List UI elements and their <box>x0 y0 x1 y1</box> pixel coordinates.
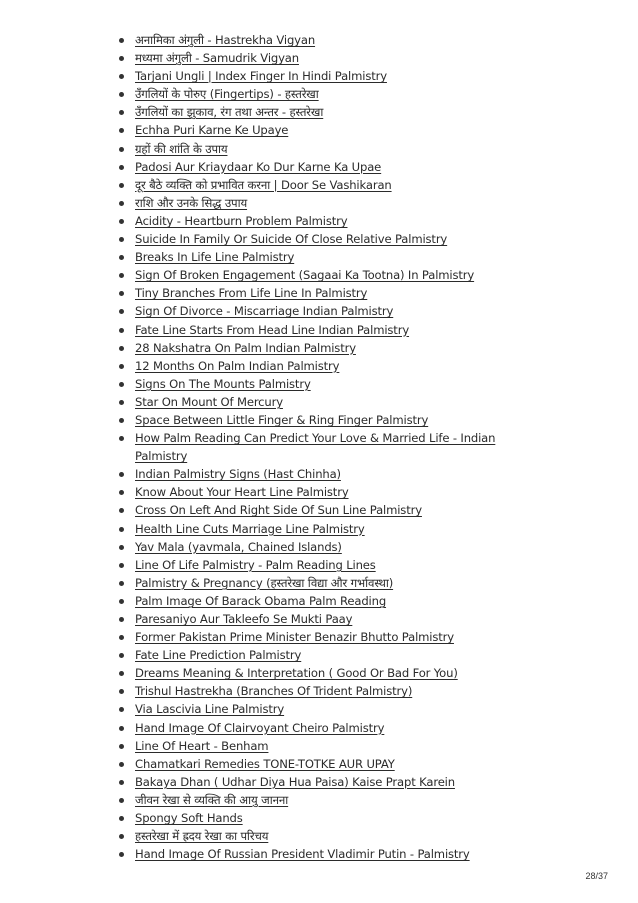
article-link[interactable]: Yav Mala (yavmala, Chained Islands) <box>135 539 342 554</box>
article-link[interactable]: Star On Mount Of Mercury <box>135 394 283 409</box>
list-item <box>116 121 516 139</box>
list-item <box>116 465 516 483</box>
article-link[interactable]: 12 Months On Palm Indian Palmistry <box>135 358 340 373</box>
article-link[interactable]: हस्तरेखा में ह्रदय रेखा का परिचय <box>135 829 269 844</box>
article-link[interactable]: Palm Image Of Barack Obama Palm Reading <box>135 593 387 608</box>
bullet-icon <box>119 291 124 296</box>
list-item <box>116 845 516 863</box>
article-link[interactable]: How Palm Reading Can Predict Your Love & Married Life - Indian Palmistry <box>135 431 496 464</box>
article-link[interactable]: Trishul Hastrekha (Branches Of Trident Palmistry) <box>135 684 413 699</box>
list-item <box>116 49 516 67</box>
list-item <box>116 357 516 375</box>
article-link[interactable]: Fate Line Prediction Palmistry <box>135 648 302 663</box>
bullet-icon <box>119 490 124 495</box>
article-link[interactable]: Hand Image Of Clairvoyant Cheiro Palmistry <box>135 720 385 735</box>
bullet-icon <box>119 581 124 586</box>
list-item <box>116 483 516 501</box>
bullet-icon <box>119 418 124 423</box>
list-item <box>116 501 516 519</box>
list-item <box>116 574 516 592</box>
bullet-icon <box>119 635 124 640</box>
list-item <box>116 85 516 103</box>
list-item <box>116 646 516 664</box>
list-item <box>116 212 516 230</box>
list-item <box>116 375 516 393</box>
bullet-icon <box>119 689 124 694</box>
article-link[interactable]: Palmistry & Pregnancy (हस्तरेखा विद्या और गर्भावस्था) <box>135 575 394 590</box>
bullet-icon <box>119 527 124 532</box>
list-item <box>116 230 516 248</box>
article-link[interactable]: Bakaya Dhan ( Udhar Diya Hua Paisa) Kaise Prapt Karein <box>135 774 455 789</box>
bullet-icon <box>119 599 124 604</box>
bullet-icon <box>119 38 124 43</box>
list-item <box>116 266 516 284</box>
article-link[interactable]: Acidity - Heartburn Problem Palmistry <box>135 213 348 228</box>
bullet-icon <box>119 472 124 477</box>
article-link[interactable]: राशि और उनके सिद्ध उपाय <box>135 195 248 210</box>
list-item <box>116 700 516 718</box>
list-item <box>116 773 516 791</box>
article-link[interactable]: Hand Image Of Russian President Vladimir Putin - Palmistry <box>135 847 470 862</box>
article-link[interactable]: Tarjani Ungli | Index Finger In Hindi Palmistry <box>135 69 387 84</box>
bullet-icon <box>119 128 124 133</box>
list-item <box>116 755 516 773</box>
bullet-icon <box>119 201 124 206</box>
bullet-icon <box>119 726 124 731</box>
list-item <box>116 719 516 737</box>
bullet-icon <box>119 328 124 333</box>
list-item <box>116 592 516 610</box>
bullet-icon <box>119 382 124 387</box>
bullet-icon <box>119 165 124 170</box>
bullet-icon <box>119 653 124 658</box>
bullet-icon <box>119 671 124 676</box>
bullet-icon <box>119 92 124 97</box>
bullet-icon <box>119 273 124 278</box>
bullet-icon <box>119 56 124 61</box>
article-link[interactable]: Signs On The Mounts Palmistry <box>135 376 311 391</box>
list-item <box>116 809 516 827</box>
bullet-icon <box>119 852 124 857</box>
list-item <box>116 827 516 845</box>
article-link[interactable]: Sign Of Divorce - Miscarriage Indian Palmistry <box>135 304 394 319</box>
bullet-icon <box>119 798 124 803</box>
list-item <box>116 176 516 194</box>
list-item <box>116 610 516 628</box>
article-link[interactable]: Spongy Soft Hands <box>135 811 243 826</box>
list-item <box>116 682 516 700</box>
article-link[interactable]: दूर बैठे व्यक्ति को प्रभावित करना | Door Se Vashikaran <box>135 177 392 192</box>
list-item <box>116 737 516 755</box>
bullet-icon <box>119 346 124 351</box>
bullet-icon <box>119 816 124 821</box>
bullet-icon <box>119 237 124 242</box>
bullet-icon <box>119 617 124 622</box>
article-link[interactable]: Line Of Heart - Benham <box>135 738 269 753</box>
article-link[interactable]: Echha Puri Karne Ke Upaye <box>135 123 289 138</box>
bullet-icon <box>119 436 124 441</box>
article-link[interactable]: 28 Nakshatra On Palm Indian Palmistry <box>135 340 356 355</box>
article-link[interactable]: Health Line Cuts Marriage Line Palmistry <box>135 521 365 536</box>
article-link[interactable]: Padosi Aur Kriaydaar Ko Dur Karne Ka Upae <box>135 159 382 174</box>
list-item <box>116 302 516 320</box>
list-item <box>116 628 516 646</box>
list-item <box>116 284 516 302</box>
article-link[interactable]: Sign Of Broken Engagement (Sagaai Ka Tootna) In Palmistry <box>135 268 475 283</box>
bullet-icon <box>119 255 124 260</box>
list-item <box>116 791 516 809</box>
article-link[interactable]: Know About Your Heart Line Palmistry <box>135 485 349 500</box>
list-item <box>116 321 516 339</box>
bullet-icon <box>119 762 124 767</box>
list-item <box>116 67 516 85</box>
list-item <box>116 158 516 176</box>
bullet-icon <box>119 707 124 712</box>
article-link[interactable]: Indian Palmistry Signs (Hast Chinha) <box>135 467 341 482</box>
article-link[interactable]: Chamatkari Remedies TONE-TOTKE AUR UPAY <box>135 756 395 771</box>
bullet-icon <box>119 364 124 369</box>
bullet-icon <box>119 147 124 152</box>
bullet-icon <box>119 563 124 568</box>
list-item <box>116 140 516 158</box>
list-item <box>116 194 516 212</box>
bullet-icon <box>119 74 124 79</box>
list-item <box>116 31 516 49</box>
article-link[interactable]: Via Lascivia Line Palmistry <box>135 702 285 717</box>
article-link[interactable]: उँगलियों का झुकाव, रंग तथा अन्तर - हस्तरेखा <box>135 105 324 120</box>
bullet-icon <box>119 309 124 314</box>
page-number: 28/37 <box>585 871 608 881</box>
article-link[interactable]: Breaks In Life Line Palmistry <box>135 250 295 265</box>
article-link[interactable]: Paresaniyo Aur Takleefo Se Mukti Paay <box>135 612 353 626</box>
bullet-icon <box>119 780 124 785</box>
list-item <box>116 393 516 411</box>
bullet-icon <box>119 545 124 550</box>
list-item <box>116 411 516 429</box>
article-link[interactable]: Suicide In Family Or Suicide Of Close Relative Palmistry <box>135 232 448 247</box>
article-link[interactable]: Former Pakistan Prime Minister Benazir Bhutto Palmistry <box>135 630 454 645</box>
list-item <box>116 103 516 121</box>
article-link[interactable]: जीवन रेखा से व्यक्ति की आयु जानना <box>135 792 289 807</box>
list-item <box>116 520 516 538</box>
bullet-icon <box>119 400 124 405</box>
list-item <box>116 538 516 556</box>
link-list <box>116 31 516 863</box>
article-link[interactable]: Tiny Branches From Life Line In Palmistry <box>135 286 368 301</box>
article-link[interactable]: अनामिका अंगुली - Hastrekha Vigyan <box>135 33 316 47</box>
list-item <box>116 556 516 574</box>
bullet-icon <box>119 183 124 188</box>
bullet-icon <box>119 508 124 513</box>
list-item <box>116 664 516 682</box>
article-link[interactable]: Cross On Left And Right Side Of Sun Line Palmistry <box>135 503 422 518</box>
bullet-icon <box>119 219 124 224</box>
list-item <box>116 248 516 266</box>
article-link[interactable]: Dreams Meaning & Interpretation ( Good Or Bad For You) <box>135 666 458 681</box>
bullet-icon <box>119 744 124 749</box>
article-link[interactable]: ग्रहों की शांति के उपाय <box>135 141 228 156</box>
bullet-icon <box>119 110 124 115</box>
list-item <box>116 429 516 465</box>
article-link[interactable]: Line Of Life Palmistry - Palm Reading Lines <box>135 557 376 572</box>
article-link[interactable]: मध्यमा अंगुली - Samudrik Vigyan <box>135 51 299 66</box>
article-link[interactable]: Fate Line Starts From Head Line Indian Palmistry <box>135 322 410 337</box>
article-link[interactable]: उँगलियों के पोरुए (Fingertips) - हस्तरेखा <box>135 87 319 102</box>
list-item <box>116 339 516 357</box>
article-link[interactable]: Space Between Little Finger & Ring Finger Palmistry <box>135 412 429 427</box>
bullet-icon <box>119 834 124 839</box>
